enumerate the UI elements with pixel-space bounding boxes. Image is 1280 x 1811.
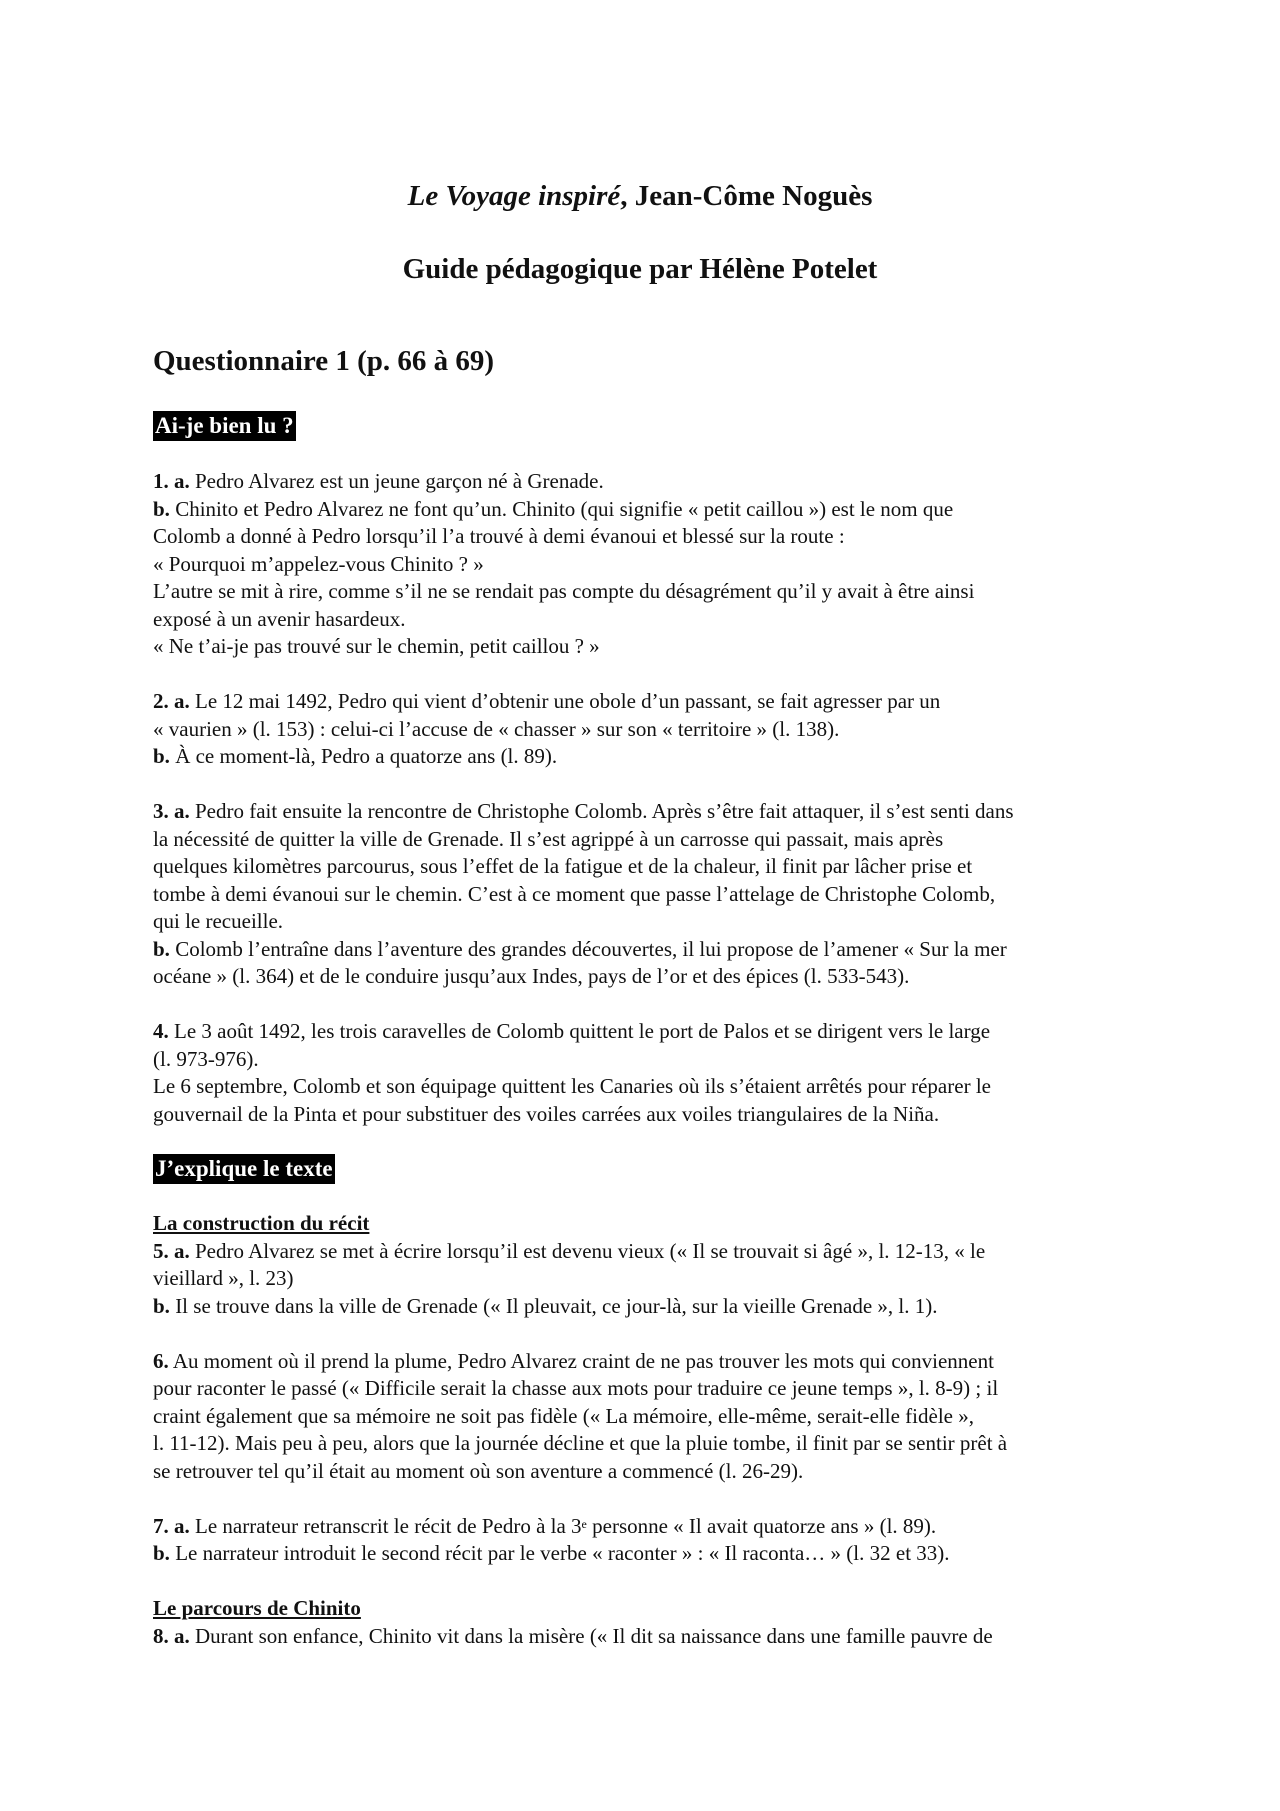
text-line: gouvernail de la Pinta et pour substituer des voiles carrées aux voiles triangulaires de la Niña. xyxy=(153,1101,940,1126)
text-line: 3. a. Pedro fait ensuite la rencontre de Christophe Colomb. Après s’être fait attaquer, il s’est senti dans xyxy=(153,799,1014,823)
text-line: b. Colomb l’entraîne dans l’aventure des grandes découvertes, il lui propose de l’amener « Sur la mer xyxy=(153,936,1007,961)
text-line: L’autre se mit à rire, comme s’il ne se rendait pas compte du désagrément qu’il y avait à être ainsi xyxy=(153,579,975,603)
text-line: qui le recueille. xyxy=(153,909,284,933)
text-line: (l. 973-976). xyxy=(153,1046,259,1071)
section-heading-j-explique-le-texte: J’explique le texte xyxy=(153,1154,335,1184)
question-8 xyxy=(153,1595,1143,1650)
text-line: 2. a. Le 12 mai 1492, Pedro qui vient d’obtenir une obole d’un passant, se fait agresser par un xyxy=(153,689,941,713)
text-line: « Pourquoi m’appelez-vous Chinito ? » xyxy=(153,551,484,576)
section-2-body xyxy=(153,1210,1143,1678)
text-line: océane » (l. 364) et de le conduire jusqu’aux Indes, pays de l’or et des épices (l. 533-543). xyxy=(153,964,910,988)
text-line: Le 6 septembre, Colomb et son équipage quittent les Canaries où ils s’étaient arrêtés pour réparer le xyxy=(153,1074,991,1098)
questionnaire-title: Questionnaire 1 (p. 66 à 69) xyxy=(153,345,495,377)
text-line: Colomb a donné à Pedro lorsqu’il l’a trouvé à demi évanoui et blessé sur la route : xyxy=(153,524,845,548)
subheading-parcours-de-chinito: Le parcours de Chinito xyxy=(153,1596,361,1620)
question-3 xyxy=(153,798,1143,991)
book-title: Le Voyage inspiré xyxy=(407,180,621,212)
text-line: l. 11-12). Mais peu à peu, alors que la journée décline et que la pluie tombe, il finit par se sentir prêt à xyxy=(153,1431,1008,1455)
author-name: , Jean-Côme Noguès xyxy=(620,180,873,212)
text-line: exposé à un avenir hasardeux. xyxy=(153,606,406,631)
text-line: vieillard », l. 23) xyxy=(153,1266,294,1290)
question-4 xyxy=(153,1018,1143,1128)
text-line: b. Chinito et Pedro Alvarez ne font qu’un. Chinito (qui signifie « petit caillou ») est le nom que xyxy=(153,496,954,521)
subheading-construction-du-recit: La construction du récit xyxy=(153,1211,370,1235)
question-6 xyxy=(153,1348,1143,1486)
guide-subtitle: Guide pédagogique par Hélène Potelet xyxy=(402,253,878,285)
section-1-body xyxy=(153,468,1143,1156)
question-5 xyxy=(153,1210,1143,1320)
text-line: 5. a. Pedro Alvarez se met à écrire lorsqu’il est devenu vieux (« Il se trouvait si âgé », l. 12-13, « le xyxy=(153,1238,986,1263)
text-line: quelques kilomètres parcourus, sous l’effet de la fatigue et de la chaleur, il finit par lâcher prise et xyxy=(153,854,973,878)
section-heading-ai-je-bien-lu: Ai-je bien lu ? xyxy=(153,411,296,441)
text-line: « vaurien » (l. 153) : celui-ci l’accuse de « chasser » sur son « territoire » (l. 138). xyxy=(153,716,840,741)
text-line: craint également que sa mémoire ne soit pas fidèle (« La mémoire, elle-même, serait-elle fidèle », xyxy=(153,1403,974,1428)
text-line: pour raconter le passé (« Difficile serait la chasse aux mots pour traduire ce jeune temps », l. 8-9) ; il xyxy=(153,1376,999,1400)
text-line: 1. a. Pedro Alvarez est un jeune garçon né à Grenade. xyxy=(153,469,604,493)
text-line: b. Le narrateur introduit le second récit par le verbe « raconter » : « Il raconta… » (l. 32 et 33). xyxy=(153,1541,950,1565)
text-line: 6. Au moment où il prend la plume, Pedro Alvarez craint de ne pas trouver les mots qui conviennent xyxy=(153,1348,994,1373)
text-line: tombe à demi évanoui sur le chemin. C’est à ce moment que passe l’attelage de Christophe Colomb, xyxy=(153,881,996,906)
text-line: « Ne t’ai-je pas trouvé sur le chemin, petit caillou ? » xyxy=(153,634,600,658)
text-line: b. À ce moment-là, Pedro a quatorze ans (l. 89). xyxy=(153,744,558,768)
text-line: 4. Le 3 août 1492, les trois caravelles de Colomb quittent le port de Palos et se dirigent vers le large xyxy=(153,1019,991,1043)
document-title xyxy=(0,180,1280,213)
question-2 xyxy=(153,688,1143,771)
text-line: se retrouver tel qu’il était au moment où son aventure a commencé (l. 26-29). xyxy=(153,1458,804,1483)
question-1 xyxy=(153,468,1143,661)
question-7 xyxy=(153,1513,1143,1568)
text-line: 8. a. Durant son enfance, Chinito vit dans la misère (« Il dit sa naissance dans une famille pauvre de xyxy=(153,1623,993,1648)
text-line: la nécessité de quitter la ville de Grenade. Il s’est agrippé à un carrosse qui passait, mais après xyxy=(153,826,944,851)
text-line: b. Il se trouve dans la ville de Grenade (« Il pleuvait, ce jour-là, sur la vieille Grenade », l. 1). xyxy=(153,1293,938,1318)
text-line: 7. a. Le narrateur retranscrit le récit de Pedro à la 3e personne « Il avait quatorze ans » (l. 89). xyxy=(153,1513,937,1538)
